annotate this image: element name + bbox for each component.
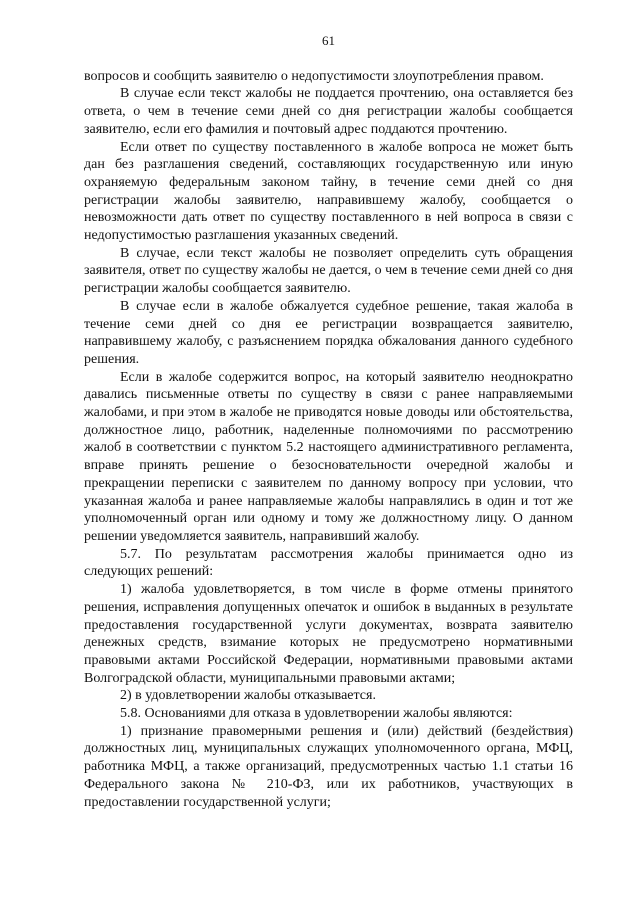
paragraph-unreadable-complaint: В случае если текст жалобы не поддается прочтению, она оставляется без ответа, о чем в течение семи дней со дня регистрации жалобы сообщается заявителю, если его фамилия и почтовый адрес поддаются прочтению. bbox=[84, 86, 573, 137]
document-body bbox=[84, 68, 573, 812]
paragraph-refusal-ground-1: 1) признание правомерными решения и (или) действий (бездействия) должностных лиц, муниципальных служащих уполномоченного органа, МФЦ, работника МФЦ, а также организаций, предусмотренных частью 1.1 статьи 16 Федерального закона № 210-ФЗ, или их работников, участвующих в предоставлении государственной услуги; bbox=[84, 723, 573, 810]
paragraph-decision-satisfied: 1) жалоба удовлетворяется, в том числе в форме отмены принятого решения, исправления допущенных опечаток и ошибок в выданных в результате предоставления государственной услуги документах, возврата заявителю денежных средств, взимание которых не предусмотрено нормативными правовыми актами Российской Федерации, нормативными правовыми актами Волгоградской области, муниципальными правовыми актами; bbox=[84, 582, 573, 686]
paragraph-decision-refused: 2) в удовлетворении жалобы отказывается. bbox=[120, 688, 376, 704]
page-number: 61 bbox=[322, 33, 335, 48]
paragraph-undetermined-essence: В случае, если текст жалобы не позволяет определить суть обращения заявителя, ответ по существу жалобы не дается, о чем в течение семи дней со дня регистрации жалобы сообщается заявителю. bbox=[84, 245, 573, 297]
paragraph-continuation: вопросов и сообщить заявителю о недопустимости злоупотребления правом. bbox=[84, 68, 544, 84]
paragraph-repeated-complaint: Если в жалобе содержится вопрос, на который заявителю неоднократно давались письменные ответы по существу в связи с ранее направляемыми жалобами, и при этом в жалобе не приводятся новые доводы или обстоятельства, должностное лицо, работник, наделенные полномочиями по рассмотрению жалоб в соответствии с пунктом 5.2 настоящего административного регламента, вправе принять решение о безосновательности очередной жалобы и прекращении переписки с заявителем по данному вопросу при условии, что указанная жалоба и ранее направляемые жалобы направлялись в один и тот же уполномоченный орган или одному и тому же должностному лицу. О данном решении уведомляется заявитель, направивший жалобу. bbox=[84, 369, 573, 544]
paragraph-section-5-7: 5.7. По результатам рассмотрения жалобы принимается одно из следующих решений: bbox=[84, 546, 573, 580]
paragraph-section-5-8: 5.8. Основаниями для отказа в удовлетворении жалобы являются: bbox=[120, 706, 513, 722]
paragraph-state-secret: Если ответ по существу поставленного в жалобе вопроса не может быть дан без разглашения сведений, составляющих государственную или иную охраняемую федеральным законом тайну, в течение семи дней со дня регистрации жалобы заявителю, направившему жалобу, сообщается о невозможности дать ответ по существу поставленного в ней вопроса в связи с недопустимостью разглашения указанных сведений. bbox=[84, 139, 573, 244]
paragraph-court-decision: В случае если в жалобе обжалуется судебное решение, такая жалоба в течение семи дней со дня ее регистрации возвращается заявителю, направившему жалобу, с разъяснением порядка обжалования данного судебного решения. bbox=[84, 298, 573, 367]
